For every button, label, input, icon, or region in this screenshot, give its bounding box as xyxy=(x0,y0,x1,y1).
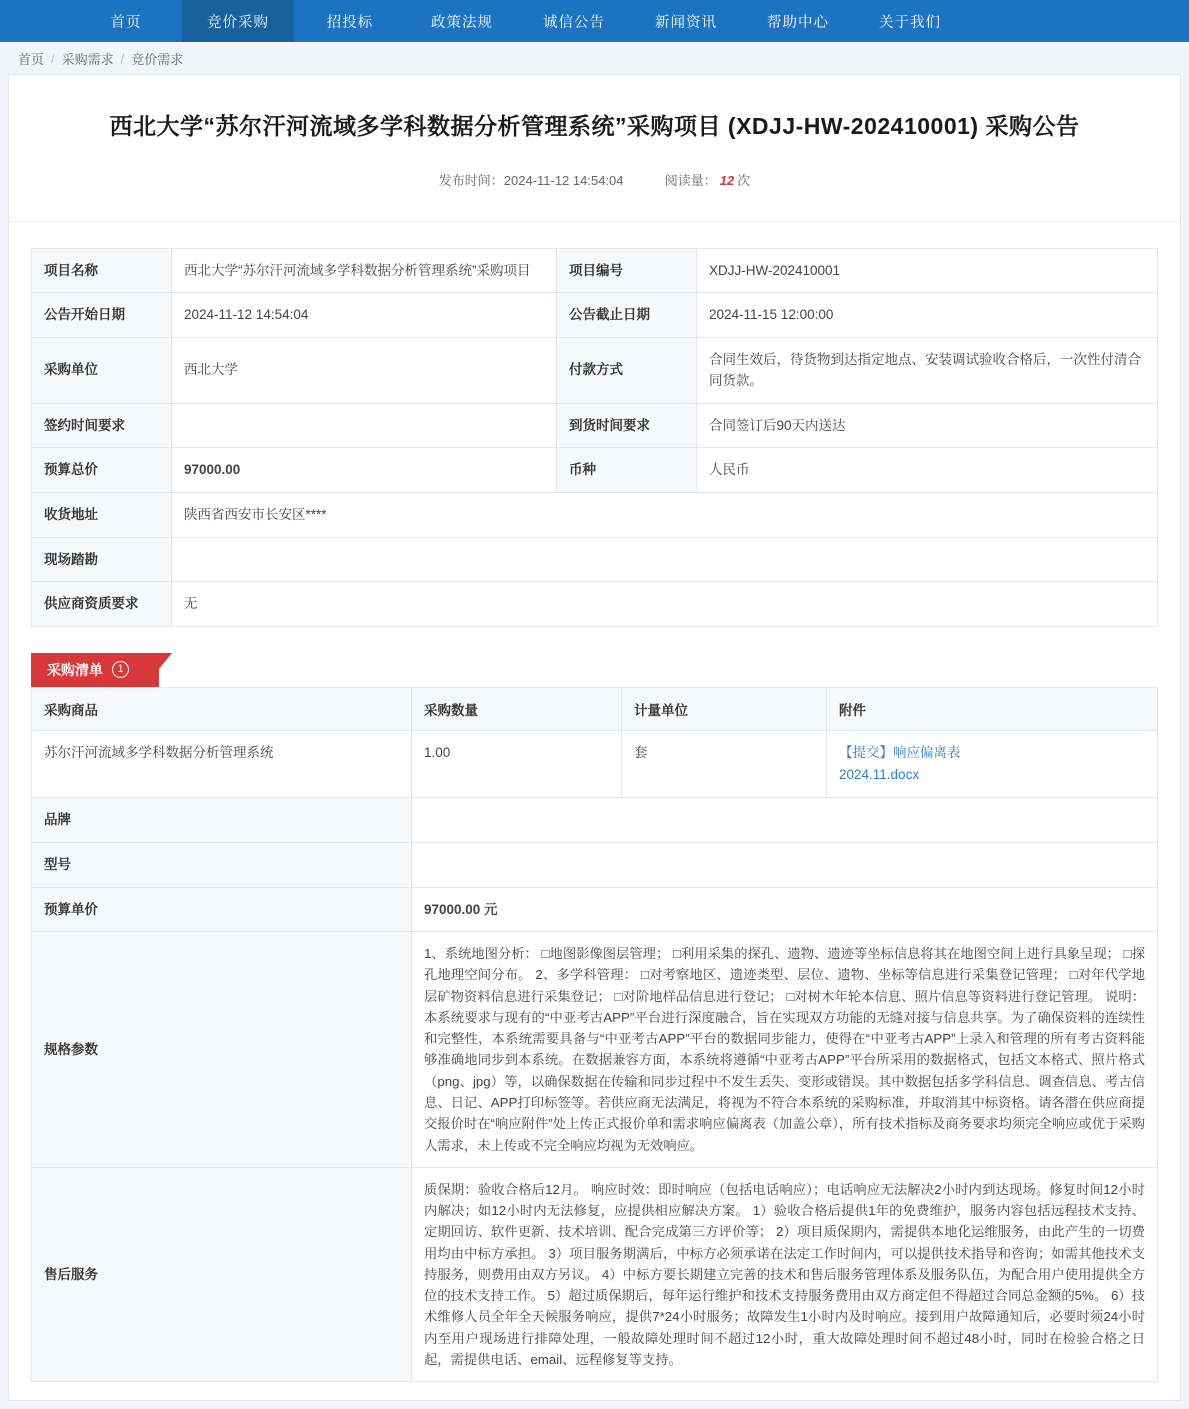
nav-item-news[interactable]: 新闻资讯 xyxy=(655,14,717,31)
label-end-date: 公告截止日期 xyxy=(557,293,697,338)
label-delivery-address: 收货地址 xyxy=(32,493,172,538)
views-count: 12 xyxy=(719,172,735,188)
table-row xyxy=(32,448,1158,493)
value-end-date: 2024-11-15 12:00:00 xyxy=(697,293,1158,338)
table-row xyxy=(32,730,1158,798)
attachment-link[interactable]: 【提交】响应偏离表 xyxy=(839,744,961,760)
value-currency: 人民币 xyxy=(697,448,1158,493)
label-project-code: 项目编号 xyxy=(557,248,697,293)
value-delivery-address: 陕西省西安市长安区**** xyxy=(172,493,1158,538)
value-brand xyxy=(412,798,1158,843)
value-supplier-qualification: 无 xyxy=(172,582,1158,627)
breadcrumb xyxy=(0,42,1189,74)
label-site-survey: 现场踏勘 xyxy=(32,537,172,582)
purchase-goods-table xyxy=(31,687,1158,1382)
value-unit-price: 97000.00 元 xyxy=(412,887,1158,932)
column-header-quantity: 采购数量 xyxy=(412,687,622,730)
main-navigation xyxy=(0,0,1189,42)
announcement-page xyxy=(8,74,1181,1401)
nav-item-integrity-notice[interactable]: 诚信公告 xyxy=(543,14,605,31)
nav-item-about-us[interactable]: 关于我们 xyxy=(879,14,941,31)
project-info-table xyxy=(31,248,1158,627)
label-supplier-qualification: 供应商资质要求 xyxy=(32,582,172,627)
purchase-list-count-badge: 1 xyxy=(112,661,129,678)
title-block xyxy=(9,75,1180,222)
label-delivery-time: 到货时间要求 xyxy=(557,403,697,448)
publish-meta xyxy=(79,170,1110,203)
cell-goods-attachment xyxy=(827,730,1158,798)
table-row xyxy=(32,842,1158,887)
column-header-attachment: 附件 xyxy=(827,687,1158,730)
nav-item-home[interactable]: 首页 xyxy=(110,14,142,31)
label-after-sales-service: 售后服务 xyxy=(32,1167,412,1381)
nav-item-help-center[interactable]: 帮助中心 xyxy=(767,14,829,31)
info-table-wrapper xyxy=(9,222,1180,627)
breadcrumb-item-home[interactable]: 首页 xyxy=(18,51,45,67)
value-model xyxy=(412,842,1158,887)
table-row xyxy=(32,932,1158,1168)
table-row xyxy=(32,537,1158,582)
label-brand: 品牌 xyxy=(32,798,412,843)
table-row xyxy=(32,293,1158,338)
attachment-link-filename[interactable]: 2024.11.docx xyxy=(839,767,920,783)
label-currency: 币种 xyxy=(557,448,697,493)
value-after-sales-service: 质保期：验收合格后12月。 响应时效：即时响应（包括电话响应）；电话响应无法解决2小时内到达现场。修复时间12小时内解决；如12小时内无法修复，应提供相应解决方案。 1）验收合格后提供1年的免费维护，服务内容包括远程技术支持、定期回访、软件更新、技术培训、配合完成第三方评价等； 2）项目质保期内，需提供本地化运维服务，由此产生的一切费用均由中标方承担。 3）项目服务期满后，中标方必须承诺在法定工作时间内，可以提供技术指导和咨询；如需其他技术支持服务，则费用由双方另议。 4）中标方要长期建立完善的技术和售后服务管理体系及服务队伍，为配合用户使用提供全方位的技术支持工作。 5）超过质保期后，每年运行维护和技术支持服务费用由双方商定但不得超过合同总金额的5%。 6）技术维修人员全年全天候服务响应，提供7*24小时服务；故障发生1小时内及时响应。接到用户故障通知后，必要时须24小时内至用户现场进行排障处理，一般故障处理时间不超过12小时，重大故障处理时间不超过48小时，同时在检验合格之日起，需提供电话、email、远程修复等支持。 xyxy=(412,1167,1158,1381)
value-specification: 1、系统地图分析： □地图影像图层管理； □利用采集的探孔、遗物、遗迹等坐标信息将其在地图空间上进行具象呈现； □探孔地理空间分布。 2、多学科管理： □对考察地区、遗迹类型、层位、遗物、坐标等信息进行采集登记管理； □对年代学地层矿物资料信息进行采集登记； □对阶地样品信息进行登记； □对树木年轮本信息、照片信息等资料进行登记管理。 说明：本系统要求与现有的“中亚考古APP”平台进行深度融合，旨在实现双方功能的无缝对接与信息共享。为了确保资料的连续性和完整性，本系统需要具备与“中亚考古APP”平台的数据同步能力，使得在“中亚考古APP”上录入和管理的所有考古资料能够准确地同步到本系统。在数据兼容方面，本系统将遵循“中亚考古APP”平台所采用的数据格式，包括文本格式、照片格式（png、jpg）等，以确保数据在传输和同步过程中不发生丢失、变形或错误。其中数据包括多学科信息、调查信息、考古信息、日记、APP打印标签等。若供应商无法满足，将视为不符合本系统的采购标准，并取消其中标资格。请各潜在供应商提交报价时在“响应附件”处上传正式报价单和需求响应偏离表（加盖公章），所有技术指标及商务要求均须完全响应或优于采购人需求，未上传或不完全响应均视为无效响应。 xyxy=(412,932,1158,1168)
table-row xyxy=(32,248,1158,293)
label-specification: 规格参数 xyxy=(32,932,412,1168)
label-unit-price: 预算单价 xyxy=(32,887,412,932)
publish-time-value: 2024-11-12 14:54:04 xyxy=(503,172,624,188)
nav-item-policy[interactable]: 政策法规 xyxy=(431,14,493,31)
nav-item-tendering[interactable]: 招投标 xyxy=(326,14,374,31)
value-start-date: 2024-11-12 14:54:04 xyxy=(172,293,557,338)
table-row xyxy=(32,887,1158,932)
publish-time-label: 发布时间： xyxy=(438,172,504,188)
breadcrumb-item-bidding-demand[interactable]: 竞价需求 xyxy=(131,51,184,67)
table-header-row xyxy=(32,687,1158,730)
value-project-code: XDJJ-HW-202410001 xyxy=(697,248,1158,293)
cell-goods-unit: 套 xyxy=(622,730,827,798)
page-title: 西北大学“苏尔汗河流域多学科数据分析管理系统”采购项目 (XDJJ-HW-202410001) 采购公告 xyxy=(109,113,1080,139)
cell-goods-quantity: 1.00 xyxy=(412,730,622,798)
label-total-budget: 预算总价 xyxy=(32,448,172,493)
column-header-goods: 采购商品 xyxy=(32,687,412,730)
table-row xyxy=(32,403,1158,448)
goods-table-wrapper xyxy=(9,687,1180,1382)
value-delivery-time: 合同签订后90天内送达 xyxy=(697,403,1158,448)
value-site-survey xyxy=(172,537,1158,582)
value-total-budget: 97000.00 xyxy=(172,448,557,493)
label-project-name: 项目名称 xyxy=(32,248,172,293)
table-row xyxy=(32,582,1158,627)
value-sign-time xyxy=(172,403,557,448)
label-sign-time: 签约时间要求 xyxy=(32,403,172,448)
purchase-list-header xyxy=(31,653,1158,687)
value-purchaser: 西北大学 xyxy=(172,337,557,403)
views-unit: 次 xyxy=(737,172,751,188)
cell-goods-name: 苏尔汗河流域多学科数据分析管理系统 xyxy=(32,730,412,798)
table-row xyxy=(32,493,1158,538)
purchase-list-ribbon xyxy=(31,653,159,687)
views-label: 阅读量： xyxy=(664,172,717,188)
breadcrumb-separator: / xyxy=(51,50,55,66)
label-payment-method: 付款方式 xyxy=(557,337,697,403)
label-purchaser: 采购单位 xyxy=(32,337,172,403)
nav-item-bidding-purchase[interactable]: 竞价采购 xyxy=(182,0,294,42)
label-model: 型号 xyxy=(32,842,412,887)
breadcrumb-separator: / xyxy=(120,50,125,66)
table-row xyxy=(32,337,1158,403)
value-project-name: 西北大学“苏尔汗河流域多学科数据分析管理系统”采购项目 xyxy=(172,248,557,293)
table-row xyxy=(32,1167,1158,1381)
table-row xyxy=(32,798,1158,843)
breadcrumb-item-purchase-demand[interactable]: 采购需求 xyxy=(61,51,114,67)
value-payment-method: 合同生效后，待货物到达指定地点、安装调试验收合格后，一次性付清合同货款。 xyxy=(697,337,1158,403)
column-header-unit: 计量单位 xyxy=(622,687,827,730)
label-start-date: 公告开始日期 xyxy=(32,293,172,338)
purchase-list-label: 采购清单 xyxy=(47,661,103,678)
